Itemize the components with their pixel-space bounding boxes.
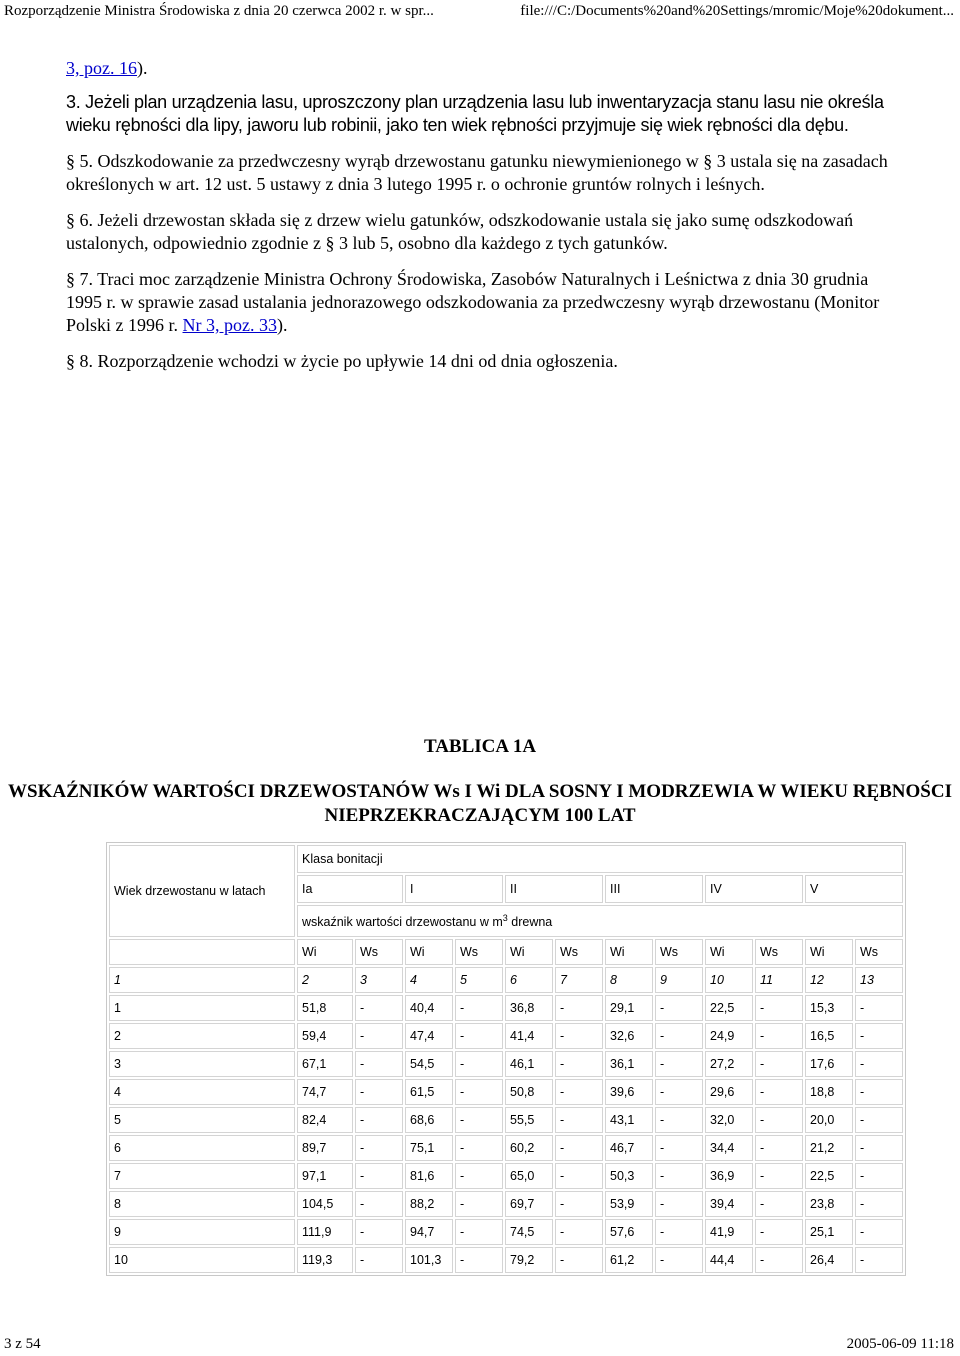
value-cell: - (555, 1023, 603, 1049)
column-number-cell: 7 (555, 967, 603, 993)
value-cell: 20,0 (805, 1107, 853, 1133)
value-cell: 50,8 (505, 1079, 553, 1105)
value-cell: - (755, 1079, 803, 1105)
value-cell: 94,7 (405, 1219, 453, 1245)
value-cell: 22,5 (705, 995, 753, 1021)
value-cell: - (555, 1219, 603, 1245)
value-cell: 27,2 (705, 1051, 753, 1077)
value-cell: - (755, 1163, 803, 1189)
document-body (66, 58, 896, 386)
paragraph-7-text: § 7. Traci moc zarządzenie Ministra Ochrony Środowiska, Zasobów Naturalnych i Leśnictwa z dnia 30 grudnia 1995 r. w sprawie zasad ustalania jednorazowego odszkodowania za przedwczesny wyrąb drzewostanu (Monitor Polski z 1996 r. (66, 269, 880, 335)
table-row (109, 1107, 903, 1133)
value-cell: 22,5 (805, 1163, 853, 1189)
age-cell: 4 (109, 1079, 295, 1105)
table-titles (0, 736, 960, 828)
value-cell: 32,0 (705, 1107, 753, 1133)
value-cell: 46,7 (605, 1135, 653, 1161)
value-cell: - (355, 1051, 403, 1077)
paragraph-8: § 8. Rozporządzenie wchodzi w życie po upływie 14 dni od dnia ogłoszenia. (66, 351, 618, 371)
value-cell: - (555, 1135, 603, 1161)
value-cell: - (455, 1219, 503, 1245)
value-cell: - (855, 1191, 903, 1217)
class-header: Klasa bonitacji (297, 845, 903, 873)
column-number-cell: 10 (705, 967, 753, 993)
value-cell: - (755, 1051, 803, 1077)
value-cell: - (655, 1023, 703, 1049)
value-cell: 89,7 (297, 1135, 353, 1161)
column-number-cell: 6 (505, 967, 553, 993)
table-row (109, 1219, 903, 1245)
value-cell: 74,5 (505, 1219, 553, 1245)
value-cell: - (755, 1247, 803, 1273)
wi-ws-header-cell: Ws (355, 939, 403, 965)
value-cell: - (655, 1107, 703, 1133)
value-cell: - (855, 1023, 903, 1049)
value-cell: - (755, 1023, 803, 1049)
column-number-cell: 5 (455, 967, 503, 993)
column-number-cell: 13 (855, 967, 903, 993)
value-cell: - (355, 1219, 403, 1245)
document-title: Rozporządzenie Ministra Środowiska z dnia 20 czerwca 2002 r. w spr... (4, 3, 434, 19)
indicator-unit: drewna (507, 915, 553, 930)
table-row (109, 1079, 903, 1105)
value-cell: - (355, 1135, 403, 1161)
age-cell: 10 (109, 1247, 295, 1273)
column-number-cell: 3 (355, 967, 403, 993)
age-cell: 3 (109, 1051, 295, 1077)
value-cell: - (455, 1247, 503, 1273)
column-number-cell: 12 (805, 967, 853, 993)
value-cell: 21,2 (805, 1135, 853, 1161)
value-cell: - (655, 1219, 703, 1245)
value-cell: - (355, 1107, 403, 1133)
value-cell: - (855, 1135, 903, 1161)
value-cell: 53,9 (605, 1191, 653, 1217)
value-cell: - (755, 1191, 803, 1217)
value-cell: - (455, 1163, 503, 1189)
table-title: TABLICA 1A (423, 736, 537, 757)
value-cell: 46,1 (505, 1051, 553, 1077)
column-numbers-row (109, 967, 903, 993)
value-cell: 54,5 (405, 1051, 453, 1077)
value-cell: 34,4 (705, 1135, 753, 1161)
monitor-polski-link[interactable]: Nr 3, poz. 33 (182, 315, 277, 335)
class-cell: IV (705, 875, 803, 903)
paragraph-6: § 6. Jeżeli drzewostan składa się z drzew wielu gatunków, odszkodowanie ustala się jako sumę odszkodowań ustalonych, odpowiednio zgodnie z § 3 lub 5, osobno dla każdego z tych gatunków. (66, 210, 854, 253)
value-cell: - (655, 1051, 703, 1077)
value-cell: 61,2 (605, 1247, 653, 1273)
value-cell: - (455, 1107, 503, 1133)
value-cell: - (655, 1191, 703, 1217)
value-cell: 16,5 (805, 1023, 853, 1049)
value-cell: 81,6 (405, 1163, 453, 1189)
value-cell: - (655, 995, 703, 1021)
value-cell: - (855, 995, 903, 1021)
class-cell: V (805, 875, 903, 903)
wi-ws-header-cell: Ws (555, 939, 603, 965)
column-number-cell: 2 (297, 967, 353, 993)
value-cell: 79,2 (505, 1247, 553, 1273)
value-cell: 36,9 (705, 1163, 753, 1189)
value-cell: - (655, 1163, 703, 1189)
wi-ws-header-cell: Ws (455, 939, 503, 965)
paragraph-continuation-end: ). (137, 58, 148, 78)
value-cell: - (855, 1079, 903, 1105)
value-cell: - (555, 1191, 603, 1217)
wi-ws-header-cell: Wi (805, 939, 853, 965)
value-cell: 60,2 (505, 1135, 553, 1161)
value-cell: 82,4 (297, 1107, 353, 1133)
value-cell: 15,3 (805, 995, 853, 1021)
value-cell: - (755, 1107, 803, 1133)
value-cell: 68,6 (405, 1107, 453, 1133)
value-cell: 44,4 (705, 1247, 753, 1273)
value-cell: 43,1 (605, 1107, 653, 1133)
wi-ws-header-cell: Ws (755, 939, 803, 965)
value-cell: - (355, 1191, 403, 1217)
age-cell: 1 (109, 995, 295, 1021)
table-subtitle-text: WSKAŹNIKÓW WARTOŚCI DRZEWOSTANÓW Ws I Wi DLA SOSNY I MODRZEWIA W WIEKU RĘBNOŚCI NIEPRZEKRACZAJĄCYM 100 LAT (8, 781, 952, 826)
value-cell: 39,6 (605, 1079, 653, 1105)
age-cell: 9 (109, 1219, 295, 1245)
value-cell: 36,8 (505, 995, 553, 1021)
value-cell: - (755, 995, 803, 1021)
table-data-body (109, 995, 903, 1273)
indicator-superscript: 3 (502, 912, 508, 923)
value-cell: - (555, 1079, 603, 1105)
value-cell: 26,4 (805, 1247, 853, 1273)
value-cell: 39,4 (705, 1191, 753, 1217)
value-cell: - (555, 1247, 603, 1273)
wi-ws-header-cell: Ws (855, 939, 903, 965)
value-cell: - (755, 1219, 803, 1245)
table-row (109, 1163, 903, 1189)
blank-cell (109, 939, 295, 965)
column-number-cell: 4 (405, 967, 453, 993)
value-cell: 47,4 (405, 1023, 453, 1049)
value-cell: - (455, 1079, 503, 1105)
table-row (109, 1135, 903, 1161)
class-cell: Ia (297, 875, 403, 903)
value-cell: 41,4 (505, 1023, 553, 1049)
value-cell: 97,1 (297, 1163, 353, 1189)
value-cell: 41,9 (705, 1219, 753, 1245)
column-number-cell: 1 (109, 967, 295, 993)
value-cell: 69,7 (505, 1191, 553, 1217)
value-cell: 104,5 (297, 1191, 353, 1217)
value-cell: 36,1 (605, 1051, 653, 1077)
value-cell: 101,3 (405, 1247, 453, 1273)
table-row (109, 1023, 903, 1049)
value-cell: 51,8 (297, 995, 353, 1021)
value-cell: - (355, 1247, 403, 1273)
class-cell: II (505, 875, 603, 903)
column-number-cell: 8 (605, 967, 653, 993)
value-cell: - (355, 1023, 403, 1049)
age-header: Wiek drzewostanu w latach (109, 845, 295, 937)
column-number-cell: 9 (655, 967, 703, 993)
value-cell: - (855, 1247, 903, 1273)
wi-ws-header-cell: Ws (655, 939, 703, 965)
value-cell: 29,1 (605, 995, 653, 1021)
value-cell: - (655, 1079, 703, 1105)
value-cell: 119,3 (297, 1247, 353, 1273)
print-header (0, 0, 960, 24)
value-cell: - (355, 1079, 403, 1105)
class-cell: I (405, 875, 503, 903)
table-row (109, 1051, 903, 1077)
wi-ws-header-cell: Wi (705, 939, 753, 965)
value-cell: - (555, 1107, 603, 1133)
table-row (109, 1247, 903, 1273)
value-cell: 17,6 (805, 1051, 853, 1077)
value-cell: - (855, 1051, 903, 1077)
value-cell: 40,4 (405, 995, 453, 1021)
value-cell: 50,3 (605, 1163, 653, 1189)
wi-ws-header-cell: Wi (505, 939, 553, 965)
value-cell: 75,1 (405, 1135, 453, 1161)
value-cell: 59,4 (297, 1023, 353, 1049)
wi-ws-header-cell: Wi (605, 939, 653, 965)
page-number: 3 z 54 (4, 1336, 41, 1352)
value-cell: - (855, 1107, 903, 1133)
value-cell: - (555, 1051, 603, 1077)
indicator-label: wskaźnik wartości drzewostanu w m (302, 915, 503, 930)
value-cell: 88,2 (405, 1191, 453, 1217)
value-cell: 23,8 (805, 1191, 853, 1217)
value-cell: - (455, 1191, 503, 1217)
age-cell: 8 (109, 1191, 295, 1217)
value-cell: - (655, 1247, 703, 1273)
paragraph-5: § 5. Odszkodowanie za przedwczesny wyrąb drzewostanu gatunku niewymienionego w § 3 ustala się na zasadach określonych w art. 12 ust. 5 ustawy z dnia 3 lutego 1995 r. o ochronie gruntów rolnych i leśnych. (66, 151, 888, 194)
value-cell: 25,1 (805, 1219, 853, 1245)
age-cell: 5 (109, 1107, 295, 1133)
value-cell: 55,5 (505, 1107, 553, 1133)
value-cell: 57,6 (605, 1219, 653, 1245)
value-cell: 61,5 (405, 1079, 453, 1105)
value-cell: - (355, 1163, 403, 1189)
value-cell: - (755, 1135, 803, 1161)
table-row (109, 1191, 903, 1217)
value-cell: 32,6 (605, 1023, 653, 1049)
value-cell: 29,6 (705, 1079, 753, 1105)
class-cell: III (605, 875, 703, 903)
value-cell: - (355, 995, 403, 1021)
age-cell: 7 (109, 1163, 295, 1189)
age-cell: 2 (109, 1023, 295, 1049)
value-cell: - (455, 1135, 503, 1161)
value-cell: - (455, 995, 503, 1021)
paragraph-continuation (66, 58, 896, 79)
paragraph-7-end: ). (277, 315, 288, 335)
value-cell: - (855, 1163, 903, 1189)
table-row (109, 995, 903, 1021)
value-cell: 24,9 (705, 1023, 753, 1049)
wi-ws-header-row (109, 939, 903, 965)
document-url: file:///C:/Documents%20and%20Settings/mromic/Moje%20dokument... (520, 3, 954, 19)
table-subtitle (0, 780, 960, 828)
reference-link[interactable]: 3, poz. 16 (66, 58, 137, 78)
paragraph-3: 3. Jeżeli plan urządzenia lasu, uproszczony plan urządzenia lasu lub inwentaryzacja stanu lasu nie określa wieku rębności dla lipy, jaworu lub robinii, jako ten wiek rębności przyjmuje się wiek rębności dla dębu. (66, 92, 884, 135)
value-cell: 74,7 (297, 1079, 353, 1105)
value-cell: - (855, 1219, 903, 1245)
value-cell: - (555, 1163, 603, 1189)
value-cell: 18,8 (805, 1079, 853, 1105)
age-cell: 6 (109, 1135, 295, 1161)
print-datetime: 2005-06-09 11:18 (846, 1336, 954, 1352)
value-cell: 67,1 (297, 1051, 353, 1077)
indicator-header (297, 905, 903, 937)
value-cell: - (555, 995, 603, 1021)
paragraph-7 (66, 268, 896, 337)
wi-ws-header-cell: Wi (405, 939, 453, 965)
column-number-cell: 11 (755, 967, 803, 993)
value-cell: - (655, 1135, 703, 1161)
value-indicators-table (106, 842, 906, 1276)
value-cell: 65,0 (505, 1163, 553, 1189)
value-cell: - (455, 1051, 503, 1077)
wi-ws-header-cell: Wi (297, 939, 353, 965)
value-cell: 111,9 (297, 1219, 353, 1245)
value-cell: - (455, 1023, 503, 1049)
